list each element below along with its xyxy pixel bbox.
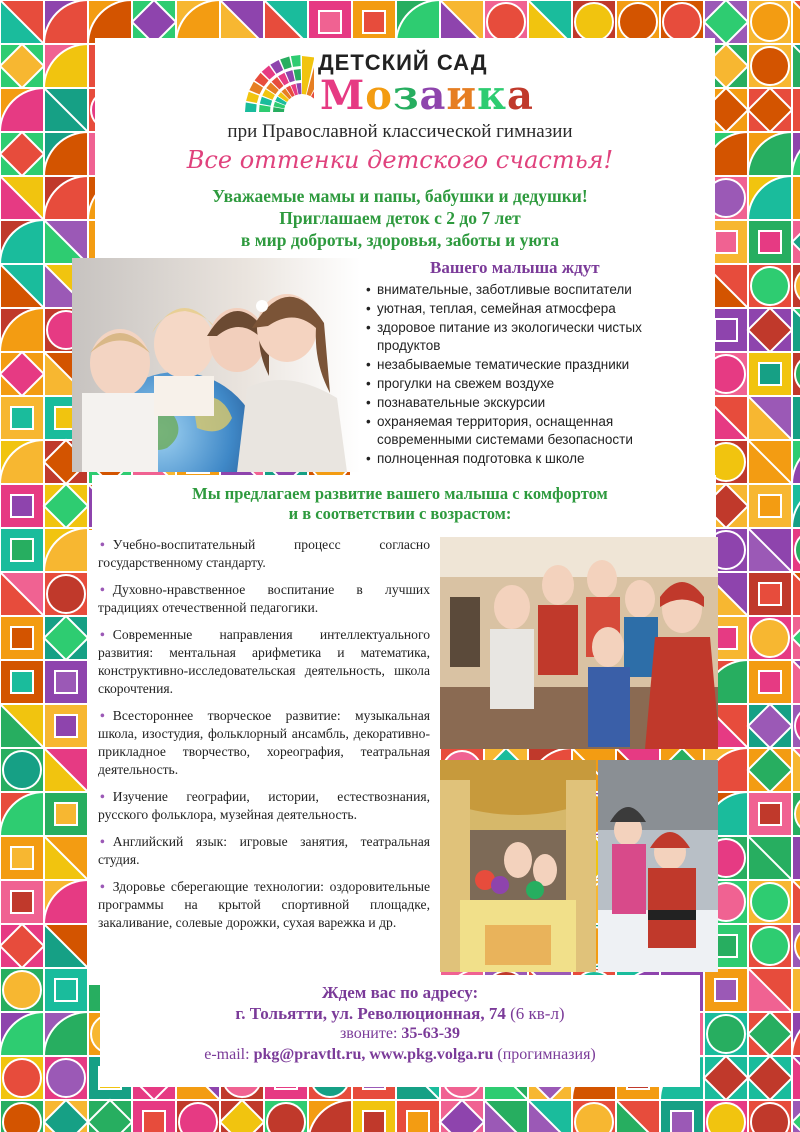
- title-letter: з: [392, 72, 420, 119]
- photo-folk-costumes: [440, 537, 718, 749]
- offer-item: • Здоровье сберегающие технологии: оздоровительные программы на крытой спортивной площадке, закаливание, солевые дорожки, сухая варежка и др.: [98, 879, 430, 930]
- bullet-icon: •: [100, 627, 105, 642]
- children-in-folk-costumes-icon: [440, 537, 718, 749]
- contact-links[interactable]: pkg@pravtlt.ru, www.pkg.volga.ru: [253, 1046, 494, 1063]
- waiting-item: • уютная, теплая, семейная атмосфера: [366, 300, 706, 319]
- title-letter: и: [446, 72, 478, 119]
- offer-title-line-2: и в соответствии с возрастом:: [288, 504, 512, 523]
- title-letter: а: [506, 72, 534, 119]
- street-address: г. Тольятти, ул. Революционная, 74: [235, 1004, 506, 1023]
- phone-number: 35-63-39: [401, 1025, 461, 1042]
- kindergarten-label: ДЕТСКИЙ САД: [318, 50, 488, 75]
- offer-item: • Учебно-воспитательный процесс согласно государственному стандарту.: [98, 537, 430, 570]
- address-line: [0, 1004, 800, 1024]
- children-with-globe-icon: [72, 258, 360, 472]
- waiting-list: [366, 281, 706, 469]
- bullet-icon: •: [100, 789, 105, 804]
- waiting-title: Вашего малыша ждут: [430, 258, 600, 277]
- greeting-line-3: в мир доброты, здоровья, заботы и уюта: [240, 230, 560, 250]
- waiting-item: • внимательные, заботливые воспитатели: [366, 281, 706, 300]
- photo-puppet-theatre: [440, 760, 596, 972]
- bullet-icon: •: [100, 834, 105, 849]
- rainbow-logo-icon: [240, 50, 314, 112]
- contacts-note: (прогимназия): [493, 1046, 596, 1063]
- photo-winter-walk: [598, 760, 718, 972]
- title-letter: к: [477, 72, 507, 119]
- bullet-icon: •: [100, 708, 105, 723]
- kindergarten-name: [320, 72, 534, 119]
- email-line: [0, 1046, 800, 1064]
- greeting-line-2: Приглашаем деток с 2 до 7 лет: [279, 208, 521, 228]
- waiting-item: • здоровое питание из экологически чистых продуктов: [366, 319, 706, 357]
- puppet-theatre-icon: [440, 760, 596, 972]
- offer-item: • Изучение географии, истории, естествознания, русского фольклора, музейная деятельность.: [98, 789, 430, 822]
- waiting-item: • прогулки на свежем воздухе: [366, 375, 706, 394]
- waiting-item: • полноценная подготовка к школе: [366, 450, 706, 469]
- offer-list: [98, 536, 430, 941]
- offer-title-line-1: Мы предлагаем развитие вашего малыша с комфортом: [192, 484, 608, 503]
- waiting-item: • познавательные экскурсии: [366, 394, 706, 413]
- waiting-item: • незабываемые тематические праздники: [366, 356, 706, 375]
- photo-children-globe: [72, 258, 360, 472]
- slogan: Все оттенки детского счастья!: [186, 146, 614, 174]
- bullet-icon: •: [100, 582, 105, 597]
- offer-item: • Всестороннее творческое развитие: музыкальная школа, изостудия, фольклорный ансамбль, декоративно-прикладное творчество, хореография, театральная деятельность.: [98, 708, 430, 777]
- greeting-line-1: Уважаемые мамы и папы, бабушки и дедушки!: [212, 186, 588, 206]
- offer-item: • Духовно-нравственное воспитание в лучших традициях отечественной педагогики.: [98, 582, 430, 615]
- street-note: (6 кв-л): [505, 1004, 565, 1023]
- bullet-icon: •: [100, 879, 105, 894]
- phone-line: [0, 1025, 800, 1043]
- address-heading: Ждем вас по адресу:: [321, 983, 479, 1002]
- title-letter: а: [419, 72, 447, 119]
- phone-label: звоните:: [339, 1025, 402, 1042]
- waiting-item: • охраняемая территория, оснащенная современными системами безопасности: [366, 413, 706, 451]
- title-letter: о: [365, 72, 393, 119]
- email-label: e-mail:: [204, 1046, 254, 1063]
- title-letter: М: [320, 72, 366, 119]
- winter-walk-icon: [598, 760, 718, 972]
- bullet-icon: •: [100, 537, 105, 552]
- subtitle: при Православной классической гимназии: [227, 121, 573, 142]
- offer-item: • Современные направления интеллектуального развития: ментальная арифметика и математика, конструктивно-исследовательская деятельность, школа скорочтения.: [98, 627, 430, 696]
- offer-item: • Английский язык: игровые занятия, театральная студия.: [98, 834, 430, 867]
